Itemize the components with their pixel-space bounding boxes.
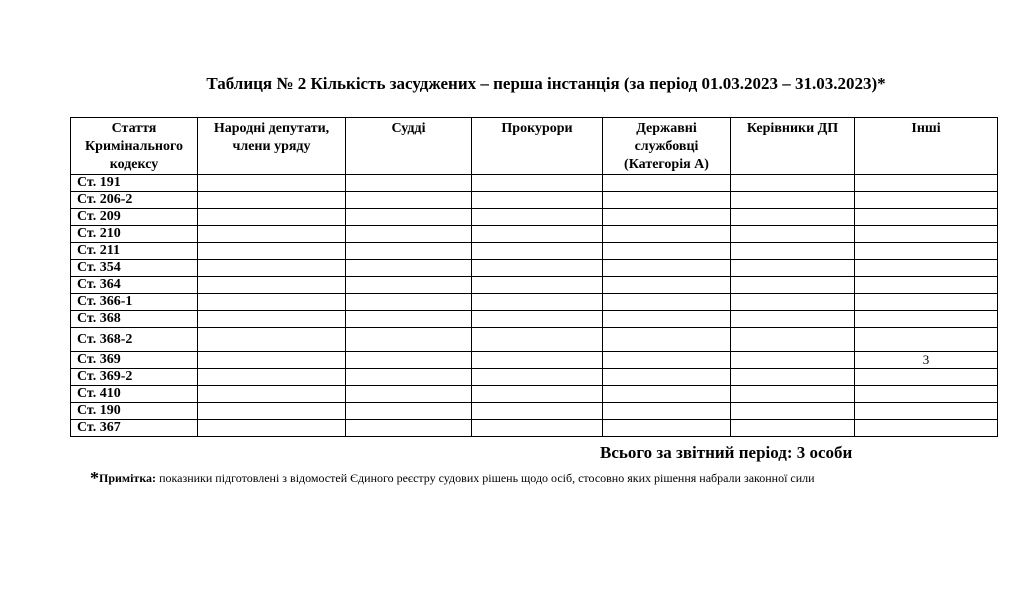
article-cell: Ст. 210 xyxy=(71,226,198,243)
value-cell xyxy=(603,175,731,192)
article-cell: Ст. 369-2 xyxy=(71,369,198,386)
value-cell xyxy=(346,386,472,403)
value-cell xyxy=(855,328,998,352)
value-cell xyxy=(472,386,603,403)
article-cell: Ст. 367 xyxy=(71,420,198,437)
table-row xyxy=(71,386,998,403)
value-cell xyxy=(731,328,855,352)
column-header: Судді xyxy=(346,118,472,175)
value-cell xyxy=(472,192,603,209)
value-cell xyxy=(731,352,855,369)
table-row xyxy=(71,260,998,277)
table-row xyxy=(71,403,998,420)
value-cell xyxy=(731,420,855,437)
table-header-row xyxy=(71,118,998,175)
value-cell xyxy=(731,386,855,403)
value-cell xyxy=(855,311,998,328)
value-cell xyxy=(603,386,731,403)
value-cell xyxy=(603,352,731,369)
value-cell xyxy=(198,209,346,226)
table-row xyxy=(71,311,998,328)
value-cell xyxy=(731,294,855,311)
value-cell xyxy=(472,294,603,311)
value-cell xyxy=(472,277,603,294)
value-cell xyxy=(472,403,603,420)
column-header: Керівники ДП xyxy=(731,118,855,175)
footnote-label: Примітка: xyxy=(99,471,157,485)
value-cell xyxy=(198,192,346,209)
article-cell: Ст. 190 xyxy=(71,403,198,420)
value-cell xyxy=(603,369,731,386)
value-cell xyxy=(346,328,472,352)
value-cell xyxy=(855,277,998,294)
value-cell xyxy=(198,369,346,386)
value-cell xyxy=(731,209,855,226)
article-cell: Ст. 368 xyxy=(71,311,198,328)
footnote-asterisk: * xyxy=(90,468,99,488)
value-cell xyxy=(198,328,346,352)
value-cell xyxy=(603,277,731,294)
value-cell xyxy=(603,192,731,209)
article-cell: Ст. 211 xyxy=(71,243,198,260)
value-cell xyxy=(198,352,346,369)
column-header: Народні депутати, члени уряду xyxy=(198,118,346,175)
table-row xyxy=(71,369,998,386)
article-cell: Ст. 209 xyxy=(71,209,198,226)
value-cell xyxy=(603,243,731,260)
value-cell xyxy=(346,420,472,437)
table-row xyxy=(71,209,998,226)
period-total: Всього за звітний період: 3 особи xyxy=(600,443,853,462)
value-cell xyxy=(198,386,346,403)
value-cell xyxy=(198,243,346,260)
value-cell xyxy=(855,369,998,386)
article-cell: Ст. 206-2 xyxy=(71,192,198,209)
article-cell: Ст. 364 xyxy=(71,277,198,294)
column-header: Прокурори xyxy=(472,118,603,175)
value-cell xyxy=(346,226,472,243)
value-cell xyxy=(731,175,855,192)
article-cell: Ст. 410 xyxy=(71,386,198,403)
column-header: Державні службовці (Категорія А) xyxy=(603,118,731,175)
value-cell xyxy=(472,226,603,243)
footnote-text: показники підготовлені з відомостей Єдиного реєстру судових рішень щодо осіб, стосовно яких рішення набрали законної сили xyxy=(156,471,815,485)
value-cell xyxy=(198,420,346,437)
value-cell xyxy=(731,192,855,209)
value-cell xyxy=(346,403,472,420)
value-cell xyxy=(472,209,603,226)
value-cell xyxy=(603,403,731,420)
value-cell xyxy=(855,209,998,226)
article-cell: Ст. 369 xyxy=(71,352,198,369)
column-header: Стаття Кримінального кодексу xyxy=(71,118,198,175)
value-cell xyxy=(855,192,998,209)
article-cell: Ст. 191 xyxy=(71,175,198,192)
value-cell xyxy=(346,294,472,311)
value-cell xyxy=(472,175,603,192)
value-cell xyxy=(855,226,998,243)
table-row xyxy=(71,226,998,243)
value-cell xyxy=(855,420,998,437)
value-cell xyxy=(346,260,472,277)
value-cell xyxy=(472,260,603,277)
table-row xyxy=(71,352,998,369)
value-cell xyxy=(855,294,998,311)
value-cell xyxy=(198,277,346,294)
value-cell xyxy=(855,175,998,192)
value-cell xyxy=(731,243,855,260)
table-row xyxy=(71,328,998,352)
value-cell xyxy=(603,226,731,243)
value-cell xyxy=(198,260,346,277)
table-title: Таблиця № 2 Кількість засуджених – перша інстанція (за період 01.03.2023 – 31.03.2023)* xyxy=(206,74,886,93)
value-cell xyxy=(731,311,855,328)
table-row xyxy=(71,243,998,260)
value-cell xyxy=(346,209,472,226)
value-cell xyxy=(198,311,346,328)
value-cell xyxy=(603,209,731,226)
table-row xyxy=(71,277,998,294)
value-cell xyxy=(346,352,472,369)
value-cell xyxy=(346,277,472,294)
value-cell xyxy=(731,369,855,386)
value-cell xyxy=(603,260,731,277)
value-cell xyxy=(472,311,603,328)
value-cell xyxy=(346,192,472,209)
table-row xyxy=(71,294,998,311)
column-header: Інші xyxy=(855,118,998,175)
value-cell xyxy=(198,226,346,243)
value-cell xyxy=(603,420,731,437)
convictions-table xyxy=(70,117,998,437)
value-cell xyxy=(198,403,346,420)
value-cell xyxy=(855,403,998,420)
value-cell xyxy=(346,243,472,260)
value-cell xyxy=(731,277,855,294)
value-cell xyxy=(346,175,472,192)
article-cell: Ст. 368-2 xyxy=(71,328,198,352)
table-row xyxy=(71,420,998,437)
value-cell xyxy=(731,403,855,420)
value-cell xyxy=(472,352,603,369)
article-cell: Ст. 354 xyxy=(71,260,198,277)
value-cell xyxy=(346,369,472,386)
value-cell xyxy=(855,260,998,277)
value-cell xyxy=(731,226,855,243)
value-cell xyxy=(472,328,603,352)
value-cell xyxy=(346,311,472,328)
value-cell: 3 xyxy=(855,352,998,369)
value-cell xyxy=(603,328,731,352)
value-cell xyxy=(198,294,346,311)
value-cell xyxy=(855,386,998,403)
value-cell xyxy=(472,243,603,260)
value-cell xyxy=(198,175,346,192)
table-row xyxy=(71,192,998,209)
value-cell xyxy=(472,420,603,437)
table-row xyxy=(71,175,998,192)
value-cell xyxy=(855,243,998,260)
footnote xyxy=(90,468,815,489)
article-cell: Ст. 366-1 xyxy=(71,294,198,311)
value-cell xyxy=(603,311,731,328)
value-cell xyxy=(603,294,731,311)
value-cell xyxy=(731,260,855,277)
value-cell xyxy=(472,369,603,386)
